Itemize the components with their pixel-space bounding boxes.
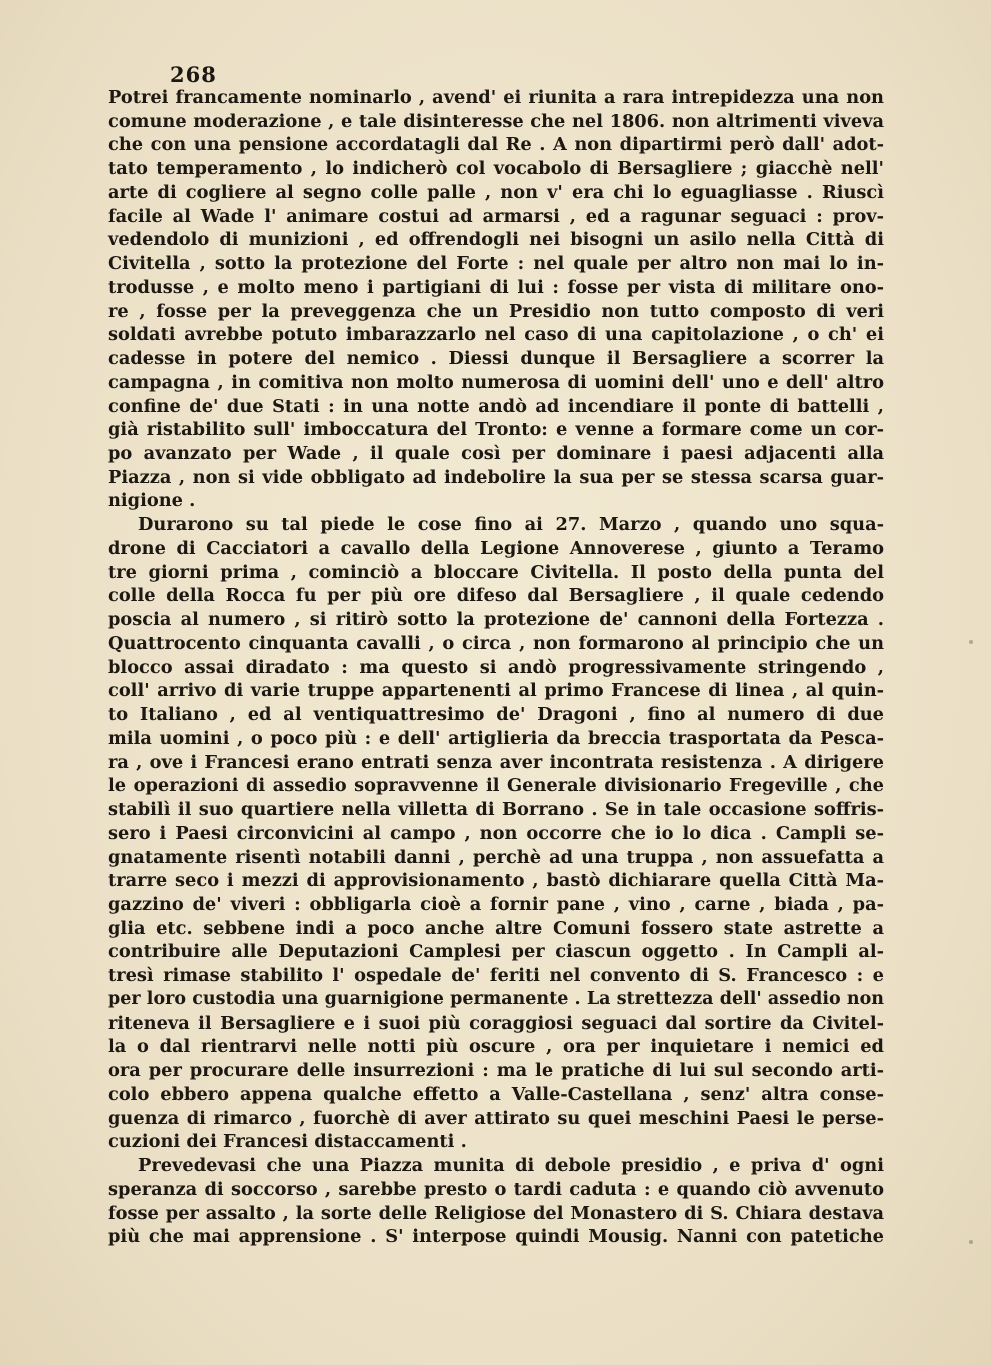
page-number: 268 <box>170 62 217 87</box>
text-line: blocco assai diradato : ma questo si andò progressivamente stringendo , <box>108 656 884 678</box>
text-line: soldati avrebbe potuto imbarazzarlo nel caso di una capitolazione , o ch' ei <box>108 324 884 346</box>
body-text <box>108 86 884 1249</box>
text-line: più che mai apprensione . S' interpose quindi Mousig. Nanni con patetiche <box>108 1226 884 1248</box>
text-line: Prevedevasi che una Piazza munita di debole presidio , e priva d' ogni <box>138 1155 884 1177</box>
text-line: Piazza , non si vide obbligato ad indebolire la sua per se stessa scarsa guar- <box>108 466 884 488</box>
text-line: mila uomini , o poco più : e dell' artiglieria da breccia trasportata da Pesca- <box>108 727 884 749</box>
text-line: colle della Rocca fu per più ore difeso dal Bersagliere , il quale cedendo <box>108 585 884 607</box>
text-line: stabilì il suo quartiere nella villetta di Borrano . Se in tale occasione soffris- <box>108 799 884 821</box>
text-line: vedendolo di munizioni , ed offrendogli nei bisogni un asilo nella Città di <box>108 229 884 251</box>
text-line: Durarono su tal piede le cose fino ai 27. Marzo , quando uno squa- <box>138 514 884 536</box>
text-line: to Italiano , ed al ventiquattresimo de' Dragoni , fino al numero di due <box>108 704 884 726</box>
text-line: cuzioni dei Francesi distaccamenti . <box>108 1131 467 1153</box>
text-line: comune moderazione , e tale disinteresse che nel 1806. non altrimenti viveva <box>108 110 884 132</box>
text-line: speranza di soccorso , sarebbe presto o tardi caduta : e quando ciò avvenuto <box>108 1178 884 1200</box>
text-line: poscia al numero , si ritirò sotto la protezione de' cannoni della Fortezza . <box>108 609 884 631</box>
text-line: Quattrocento cinquanta cavalli , o circa , non formarono al principio che un <box>108 632 884 654</box>
text-line: la o dal rientrarvi nelle notti più oscure , ora per inquietare i nemici ed <box>108 1036 884 1058</box>
text-line: trarre seco i mezzi di approvisionamento , bastò dichiarare quella Città Ma- <box>108 870 884 892</box>
text-line: colo ebbero appena qualche effetto a Valle-Castellana , senz' altra conse- <box>108 1083 884 1105</box>
text-line: confine de' due Stati : in una notte andò ad incendiare il ponte di battelli , <box>108 395 884 417</box>
text-line: riteneva il Bersagliere e i suoi più coraggiosi seguaci dal sortire da Civitel- <box>108 1012 884 1034</box>
text-line: ra , ove i Francesi erano entrati senza aver incontrata resistenza . A dirigere <box>108 751 884 773</box>
text-line: re , fosse per la preveggenza che un Presidio non tutto composto di veri <box>108 300 884 322</box>
text-line: gazzino de' viveri : obbligarla cioè a fornir pane , vino , carne , biada , pa- <box>108 893 884 915</box>
text-line: sero i Paesi circonvicini al campo , non occorre che io lo dica . Campli se- <box>108 822 884 844</box>
text-line: campagna , in comitiva non molto numerosa di uomini dell' uno e dell' altro <box>108 371 884 393</box>
text-line: tresì rimase stabilito l' ospedale de' feriti nel convento di S. Francesco : e <box>108 965 884 987</box>
text-line: ora per procurare delle insurrezioni : ma le pratiche di lui sul secondo arti- <box>108 1060 884 1082</box>
text-line: guenza di rimarco , fuorchè di aver attirato su quei meschini Paesi le perse- <box>108 1107 884 1129</box>
text-line: tato temperamento , lo indicherò col vocabolo di Bersagliere ; giacchè nell' <box>108 158 884 180</box>
margin-speck <box>969 640 973 644</box>
text-line: tre giorni prima , cominciò a bloccare Civitella. Il posto della punta del <box>108 561 884 583</box>
text-line: contribuire alle Deputazioni Camplesi per ciascun oggetto . In Campli al- <box>108 941 884 963</box>
text-line: trodusse , e molto meno i partigiani di lui : fosse per vista di militare ono- <box>108 276 884 298</box>
text-line: già ristabilito sull' imboccatura del Tronto: e venne a formare come un cor- <box>108 419 884 441</box>
text-line: po avanzato per Wade , il quale così per dominare i paesi adjacenti alla <box>108 443 884 465</box>
text-line: gnatamente risentì notabili danni , perchè ad una truppa , non assuefatta a <box>108 846 884 868</box>
text-line: nigione . <box>108 490 196 512</box>
text-line: coll' arrivo di varie truppe appartenenti al primo Francese di linea , al quin- <box>108 680 884 702</box>
margin-speck <box>969 1240 973 1244</box>
text-line: Civitella , sotto la protezione del Forte : nel quale per altro non mai lo in- <box>108 253 884 275</box>
text-line: per loro custodia una guarnigione permanente . La strettezza dell' assedio non <box>108 988 884 1009</box>
text-line: Potrei francamente nominarlo , avend' ei riunita a rara intrepidezza una non <box>108 87 884 108</box>
text-line: fosse per assalto , la sorte delle Religiose del Monastero di S. Chiara destava <box>108 1202 884 1224</box>
text-line: glia etc. sebbene indi a poco anche altre Comuni fossero state astrette a <box>108 917 884 939</box>
text-line: facile al Wade l' animare costui ad armarsi , ed a ragunar seguaci : prov- <box>108 205 884 227</box>
text-line: che con una pensione accordatagli dal Re . A non dipartirmi però dall' adot- <box>108 134 884 156</box>
text-line: drone di Cacciatori a cavallo della Legione Annoverese , giunto a Teramo <box>108 537 884 559</box>
text-line: arte di cogliere al segno colle palle , non v' era chi lo eguagliasse . Riuscì <box>108 181 884 203</box>
text-line: le operazioni di assedio sopravvenne il Generale divisionario Fregeville , che <box>108 775 884 797</box>
text-line: cadesse in potere del nemico . Diessi dunque il Bersagliere a scorrer la <box>108 348 884 370</box>
